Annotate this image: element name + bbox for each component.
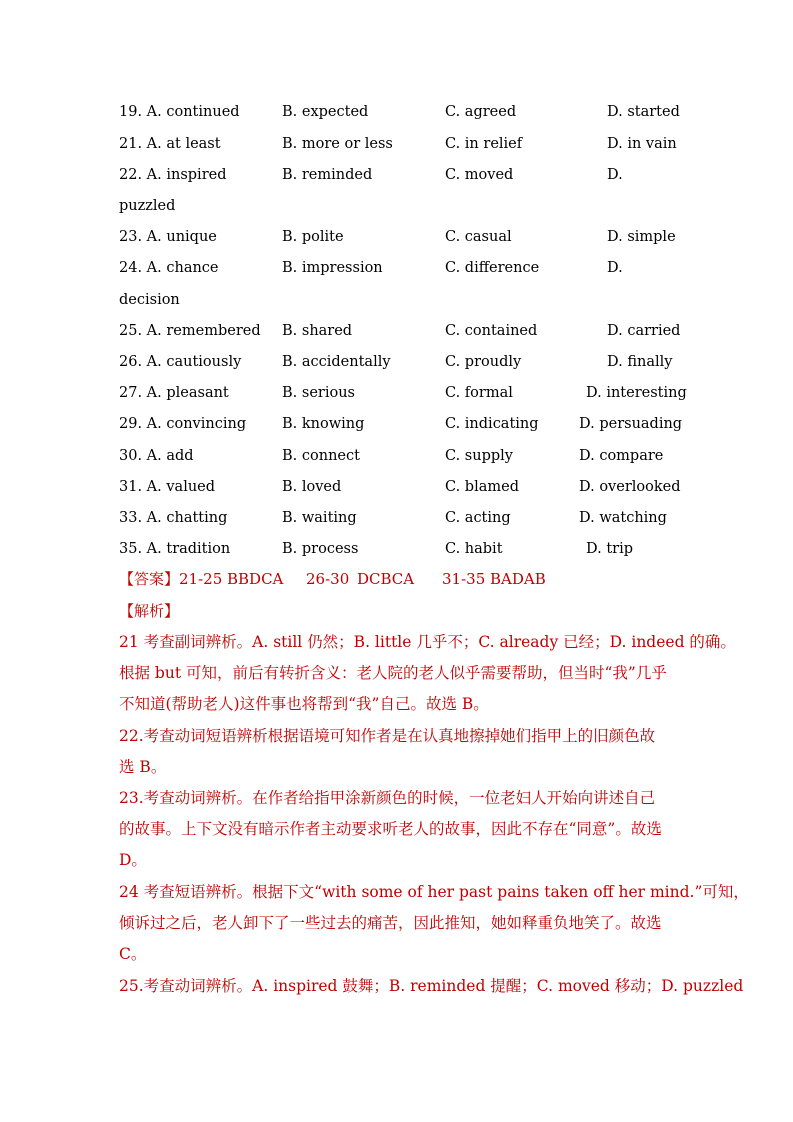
option-b: B. more or less <box>282 136 393 152</box>
option-b: B. connect <box>282 448 360 464</box>
option-b: B. expected <box>282 104 369 120</box>
answer-group-3: 31-35 BADAB <box>442 570 546 588</box>
question-number: 24. <box>119 260 143 276</box>
paragraph-line: 23.考查动词辨析。在作者给指甲涂新颜色的时候，一位老妇人开始向讲述自己 <box>119 789 656 807</box>
option-a-text: A. at least <box>146 136 221 152</box>
option-c: C. formal <box>445 385 513 401</box>
option-b: B. waiting <box>282 510 357 526</box>
option-a <box>119 413 246 435</box>
option-row-29 <box>0 413 793 435</box>
question-number: 35. <box>119 541 143 557</box>
paragraph-line: 25.考查动词辨析。A. inspired 鼓舞；B. reminded 提醒；C. moved 移动；D. puzzled <box>119 977 744 995</box>
option-row-33 <box>0 507 793 529</box>
question-number: 23. <box>119 229 143 245</box>
option-row-35 <box>0 538 793 560</box>
option-d: D. watching <box>579 510 667 526</box>
option-b: B. polite <box>282 229 344 245</box>
analysis-paragraph-24 <box>119 877 749 971</box>
option-a <box>119 507 227 529</box>
option-d: D. <box>607 167 623 183</box>
analysis-paragraph-21 <box>119 627 736 721</box>
option-row-24 <box>0 257 793 279</box>
option-a <box>119 101 240 123</box>
option-d: D. <box>607 260 623 276</box>
paragraph-line: 21 考查副词辨析。A. still 仍然；B. little 几乎不；C. already 已经；D. indeed 的确。 <box>119 633 736 651</box>
option-d: D. trip <box>586 541 634 557</box>
option-a <box>119 257 219 279</box>
option-row-26 <box>0 351 793 373</box>
option-b: B. shared <box>282 323 353 339</box>
option-row-23 <box>0 226 793 248</box>
option-a-text: A. chance <box>146 260 219 276</box>
question-number: 22. <box>119 167 143 183</box>
option-d: D. in vain <box>607 136 677 152</box>
answer-group-1: 21-25 BBDCA <box>179 570 284 588</box>
option-b: B. process <box>282 541 359 557</box>
option-a-text: A. remembered <box>146 323 261 339</box>
question-number: 19. <box>119 104 143 120</box>
option-a-text: A. inspired <box>146 167 227 183</box>
answer-group-2: 26-30 <box>306 570 350 588</box>
option-c: C. supply <box>445 448 513 464</box>
option-a-text: A. valued <box>146 479 216 495</box>
paragraph-line: 24 考查短语辨析。根据下文“with some of her past pains taken off her mind.”可知， <box>119 883 749 901</box>
option-a <box>119 476 215 498</box>
answer-group-2-letters: DCBCA <box>357 570 415 588</box>
option-d: D. interesting <box>586 385 687 401</box>
paragraph-line: 倾诉过之后，老人卸下了一些过去的痛苦，因此推知，她如释重负地笑了。故选 <box>119 914 662 933</box>
option-b: B. reminded <box>282 167 373 183</box>
question-number: 29. <box>119 416 143 432</box>
option-row-21 <box>0 133 793 155</box>
option-c: C. in relief <box>445 136 523 152</box>
option-d: D. persuading <box>579 416 683 432</box>
option-d: D. carried <box>607 323 681 339</box>
option-d-wrap: decision <box>119 292 180 308</box>
question-number: 26. <box>119 354 143 370</box>
option-row-30 <box>0 445 793 467</box>
paragraph-line: 根据 but 可知，前后有转折含义：老人院的老人似乎需要帮助，但当时“我”几乎 <box>119 664 667 683</box>
question-number: 27. <box>119 385 143 401</box>
option-a-text: A. unique <box>146 229 217 245</box>
answer-label: 【答案】 <box>119 570 180 588</box>
option-a-text: A. pleasant <box>146 385 229 401</box>
option-a-text: A. add <box>146 448 194 464</box>
option-c: C. habit <box>445 541 503 557</box>
paragraph-line: C。 <box>119 945 147 964</box>
option-a-text: A. tradition <box>146 541 231 557</box>
option-a <box>119 538 230 560</box>
question-number: 31. <box>119 479 143 495</box>
option-a <box>119 351 241 373</box>
option-d: D. overlooked <box>579 479 681 495</box>
question-number: 30. <box>119 448 143 464</box>
option-c: C. casual <box>445 229 512 245</box>
option-row-22 <box>0 164 793 186</box>
option-c: C. indicating <box>445 416 539 432</box>
option-c: C. contained <box>445 323 538 339</box>
option-d-wrap: puzzled <box>119 198 176 214</box>
option-d: D. compare <box>579 448 664 464</box>
option-c: C. blamed <box>445 479 519 495</box>
option-a-text: A. chatting <box>146 510 228 526</box>
analysis-paragraph-22 <box>119 721 679 783</box>
option-c: C. moved <box>445 167 514 183</box>
paragraph-line: 22.考查动词短语辨析根据语境可知作者是在认真地擦掉她们指甲上的旧颜色故 <box>119 727 656 745</box>
option-a-text: A. convincing <box>146 416 247 432</box>
option-c: C. agreed <box>445 104 517 120</box>
option-a <box>119 382 229 404</box>
option-d: D. finally <box>607 354 673 370</box>
option-row-31 <box>0 476 793 498</box>
option-b: B. loved <box>282 479 342 495</box>
option-a-text: A. cautiously <box>146 354 242 370</box>
paragraph-line: 的故事。上下文没有暗示作者主动要求听老人的故事，因此不存在“同意”。故选 <box>119 820 662 839</box>
option-a <box>119 226 217 248</box>
option-a <box>119 320 261 342</box>
option-c: C. acting <box>445 510 511 526</box>
question-number: 33. <box>119 510 143 526</box>
option-row-25 <box>0 320 793 342</box>
analysis-paragraph-23 <box>119 783 679 877</box>
option-b: B. serious <box>282 385 355 401</box>
option-row-19 <box>0 101 793 123</box>
question-number: 25. <box>119 323 143 339</box>
option-d: D. simple <box>607 229 676 245</box>
option-b: B. impression <box>282 260 383 276</box>
option-b: B. accidentally <box>282 354 391 370</box>
option-c: C. proudly <box>445 354 522 370</box>
option-d: D. started <box>607 104 680 120</box>
option-a <box>119 133 221 155</box>
option-a <box>119 445 194 467</box>
option-row-27 <box>0 382 793 404</box>
option-b: B. knowing <box>282 416 365 432</box>
option-a-text: A. continued <box>146 104 240 120</box>
option-c: C. difference <box>445 260 540 276</box>
option-a <box>119 164 227 186</box>
paragraph-line: D。 <box>119 851 147 870</box>
paragraph-line: 不知道(帮助老人)这件事也将帮到“我”自己。故选 B。 <box>119 695 489 714</box>
question-number: 21. <box>119 136 143 152</box>
analysis-paragraph-25 <box>119 971 744 1002</box>
paragraph-line: 选 B。 <box>119 758 167 777</box>
analysis-title: 【解析】 <box>119 602 180 620</box>
